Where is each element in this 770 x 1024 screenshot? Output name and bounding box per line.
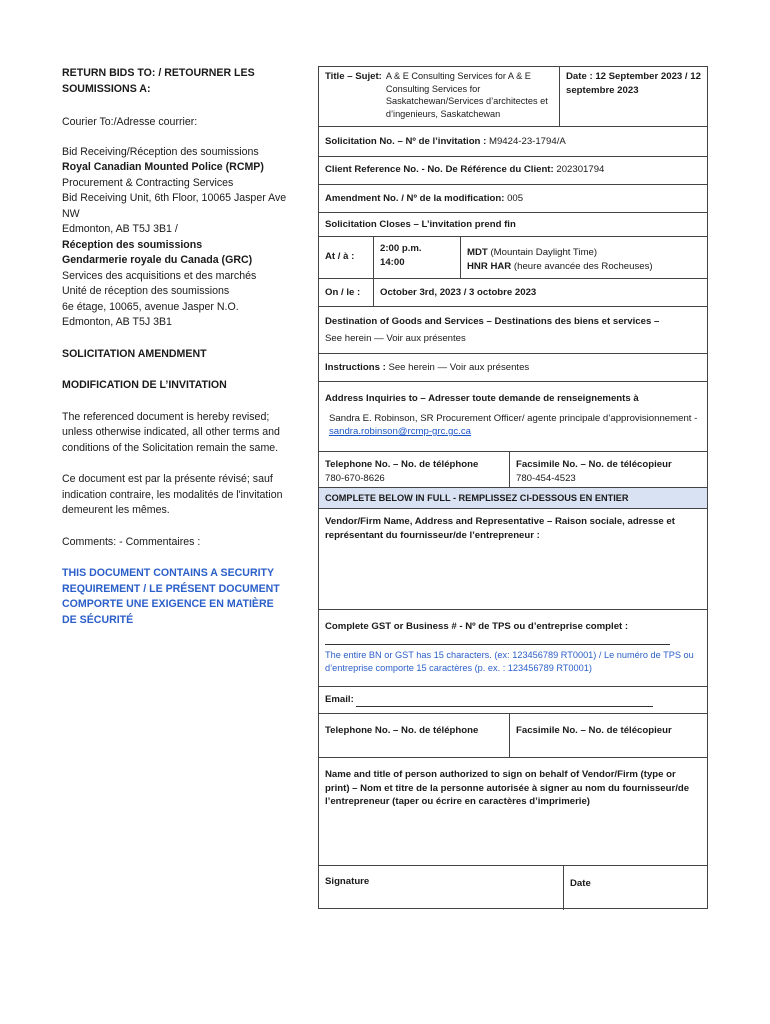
destination-label: Destination of Goods and Services – Destinations des biens et services –: [325, 316, 660, 327]
address-line: Bid Receiving/Réception des soumissions: [62, 145, 259, 158]
destination-value: See herein — Voir aux présentes: [325, 332, 466, 344]
email-label: Email:: [325, 694, 354, 705]
modification-heading: MODIFICATION DE L’INVITATION: [62, 379, 227, 391]
return-bids-heading: RETURN BIDS TO: / RETOURNER LES SOUMISSIONS A:: [62, 67, 255, 95]
address-line: 6e étage, 10065, avenue Jasper N.O.: [62, 300, 239, 313]
address-line: Services des acquisitions et des marchés: [62, 269, 257, 282]
contact-officer: [325, 412, 701, 439]
telephone-label: Telephone No. – No. de téléphone: [325, 459, 479, 470]
telephone-cell: [319, 455, 507, 488]
signature-date-label[interactable]: Date: [570, 878, 591, 889]
at-label: At / à :: [325, 251, 355, 262]
address-line: Royal Canadian Mounted Police (RCMP): [62, 161, 264, 173]
amendment-value: 005: [507, 193, 524, 204]
contact-officer-text: Sandra E. Robinson, SR Procurement Officer/ agente principale d’approvisionnement -: [329, 412, 698, 424]
signature-row: [319, 866, 707, 910]
facsimile-value: 780-454-4523: [516, 472, 576, 484]
time-zone: [461, 243, 707, 276]
gst-label: Complete GST or Business # - Nº de TPS ou d’entreprise complet :: [325, 621, 629, 632]
signature-label[interactable]: Signature: [325, 876, 370, 887]
gst-row[interactable]: [319, 610, 707, 687]
on-label: On / le :: [325, 287, 361, 298]
courier-label: Courier To:/Adresse courrier:: [62, 116, 198, 128]
destination-row: [319, 307, 707, 354]
address-inquiries-label: Address Inquiries to – Adresser toute demande de renseignements à: [325, 393, 639, 404]
return-address-column: [62, 66, 287, 628]
vendor-telephone-label[interactable]: Telephone No. – No. de téléphone: [325, 725, 479, 736]
solicitation-amendment-heading: SOLICITATION AMENDMENT: [62, 347, 207, 360]
instructions-label: Instructions :: [325, 362, 386, 373]
referenced-document-en: The referenced document is hereby revised; unless otherwise indicated, all other terms and conditions of the Solicitation remain the same.: [62, 410, 280, 454]
vendor-row[interactable]: [319, 509, 707, 610]
instructions-value: See herein — Voir aux présentes: [388, 362, 530, 373]
address-line: Procurement & Contracting Services: [62, 176, 234, 189]
facsimile-label: Facsimile No. – No. de télécopieur: [516, 459, 672, 470]
address-line: Edmonton, AB T5J 3B1: [62, 316, 172, 328]
address-line: Gendarmerie royale du Canada (GRC): [62, 254, 253, 266]
address-inquiries-row: [319, 382, 707, 452]
vendor-label: Vendor/Firm Name, Address and Representative – Raison sociale, adresse et représentant du fournisseur/de l’entrepreneur :: [325, 516, 675, 541]
contact-phone-row: [319, 452, 707, 488]
facsimile-cell: [510, 455, 707, 488]
closing-time-en: 2:00 p.m.: [380, 243, 422, 254]
telephone-value: 780-670-8626: [325, 472, 385, 484]
authorized-signatory-label[interactable]: Name and title of person authorized to sign on behalf of Vendor/Firm (type or print) – Nom et titre de la personne autorisée à signer au nom du fournisseur/de l’entrepreneur (taper ou écrire en caractères d’imprimerie): [319, 758, 707, 866]
closing-time: [374, 239, 459, 272]
address-line: Unité de réception des soumissions: [62, 285, 230, 297]
closing-date: October 3rd, 2023 / 3 octobre 2023: [380, 287, 537, 298]
bid-receiving-address: [62, 145, 287, 331]
title-row: [319, 67, 707, 127]
referenced-document-fr: Ce document est par la présente révisé; sauf indication contraire, les modalités de l'invitation demeurent les mêmes.: [62, 473, 283, 516]
tz-en-name: (Mountain Daylight Time): [490, 247, 598, 258]
client-reference-row: [319, 157, 707, 185]
solicitation-number-value: M9424-23-1794/A: [488, 136, 566, 147]
solicitation-number-row: [319, 127, 707, 157]
solicitation-form: [318, 66, 708, 909]
vendor-phone-row: [319, 714, 707, 758]
comments-label: Comments: - Commentaires :: [62, 535, 201, 548]
gst-input-line[interactable]: [325, 634, 670, 645]
email-row[interactable]: [319, 687, 707, 714]
solicitation-closes-label: Solicitation Closes – L’invitation prend fin: [319, 213, 707, 237]
gst-format-note: The entire BN or GST has 15 characters. (ex: 123456789 RT0001) / Le numéro de TPS ou d’entreprise comporte 15 caractères (p. ex. : 123456789 RT0001): [325, 649, 694, 673]
issue-date: Date : 12 September 2023 / 12 septembre 2023: [566, 71, 701, 96]
client-reference-label: Client Reference No. - No. De Référence du Client:: [325, 164, 554, 175]
amendment-label: Amendment No. / Nº de la modification:: [325, 193, 505, 204]
closing-time-row: [319, 237, 707, 279]
closing-time-fr: 14:00: [380, 256, 405, 268]
tz-fr-abbrev: HNR HAR: [467, 260, 512, 272]
contact-email-link[interactable]: sandra.robinson@rcmp-grc.gc.ca: [329, 426, 471, 437]
closing-date-row: [319, 279, 707, 307]
instructions-row: [319, 354, 707, 382]
client-reference-value: 202301794: [556, 164, 605, 175]
address-line: Réception des soumissions: [62, 238, 203, 251]
title-label: Title – Sujet:: [325, 71, 382, 82]
vendor-facsimile-label[interactable]: Facsimile No. – No. de télécopieur: [516, 725, 672, 736]
address-line: Bid Receiving Unit, 6th Floor, 10065 Jasper Ave NW: [62, 192, 287, 220]
email-input-line[interactable]: [356, 696, 653, 707]
tz-fr-name: (heure avancée des Rocheuses): [513, 260, 653, 272]
title-value: A & E Consulting Services for A & E Consulting Services for Saskatchewan/Services d’architectes et d’ingenieurs, Saskatchewan: [385, 71, 548, 119]
security-requirement-notice: THIS DOCUMENT CONTAINS A SECURITY REQUIREMENT / LE PRÉSENT DOCUMENT COMPORTE UNE EXIGENCE EN MATIÈRE DE SÉCURITÉ: [62, 567, 280, 626]
tz-en-abbrev: MDT: [467, 247, 488, 258]
address-line: Edmonton, AB T5J 3B1 /: [62, 223, 178, 235]
complete-below-banner: COMPLETE BELOW IN FULL - REMPLISSEZ CI-DESSOUS EN ENTIER: [319, 488, 707, 509]
solicitation-number-label: Solicitation No. – Nº de l’invitation :: [325, 136, 487, 147]
amendment-row: [319, 185, 707, 213]
